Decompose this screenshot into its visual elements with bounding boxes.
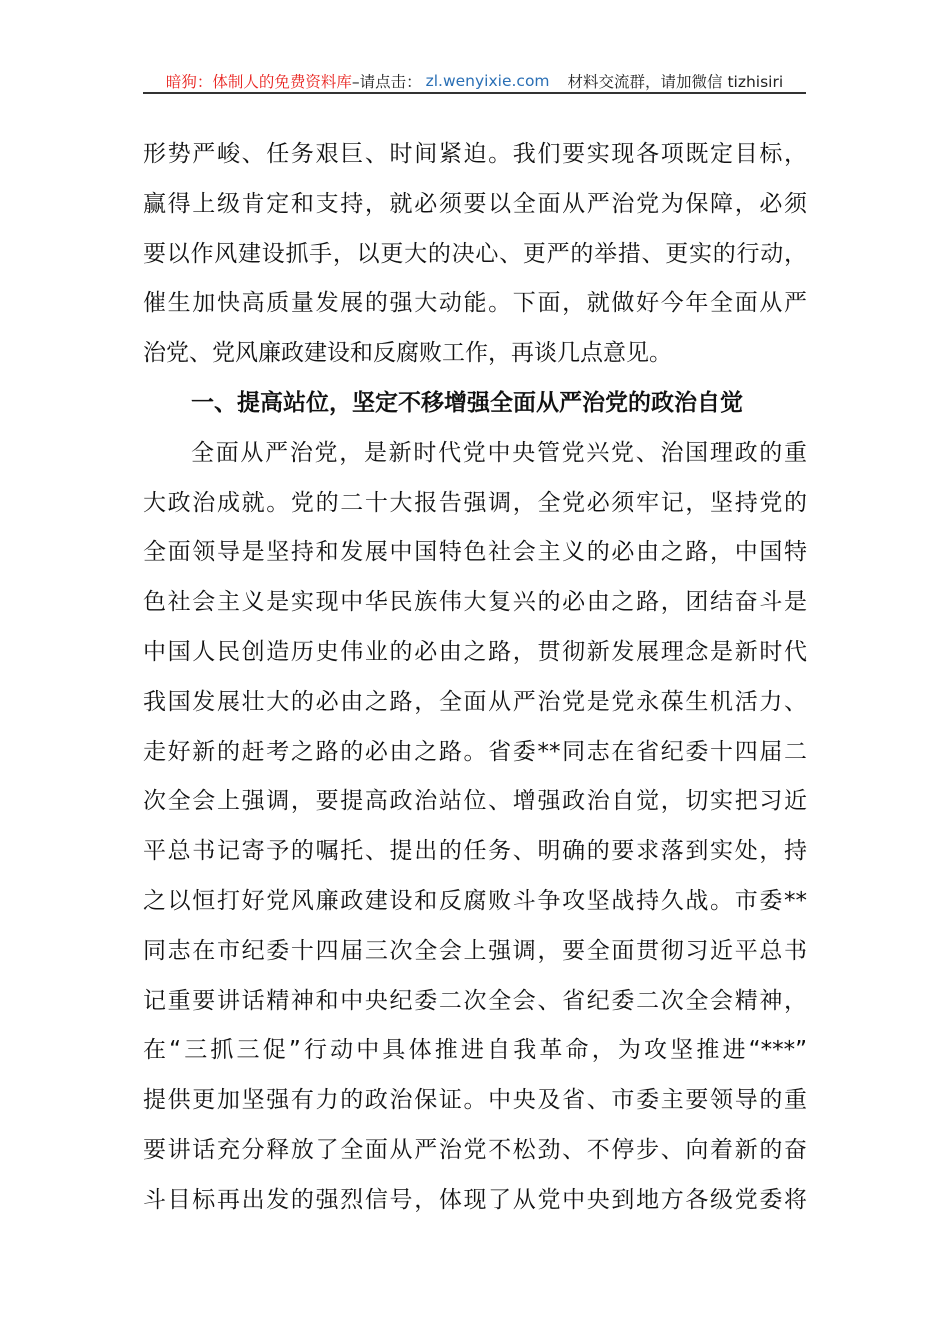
header-prompt: –请点击： [351,73,422,91]
text-line: 全面从严治党，是新时代党中央管党兴党、治国理政的重 [191,439,807,466]
text-line: 次全会上强调，要提高政治站位、增强政治自觉，切实把习近 [143,788,807,815]
header-contact: 材料交流群，请加微信 tizhisiri [567,73,784,91]
text-line: 之以恒打好党风廉政建设和反腐败斗争攻坚战持久战。市委** [143,887,807,914]
text-line: 斗目标再出发的强烈信号，体现了从党中央到地方各级党委将 [143,1186,807,1213]
text-line: 赢得上级肯定和支持，就必须要以全面从严治党为保障，必须 [143,190,807,217]
text-line: 记重要讲话精神和中央纪委二次全会、省纪委二次全会精神， [143,987,807,1014]
text-line: 走好新的赶考之路的必由之路。省委**同志在省纪委十四届二 [143,738,807,765]
text-line: 色社会主义是实现中华民族伟大复兴的必由之路，团结奋斗是 [143,589,807,616]
text-line: 全面领导是坚持和发展中国特色社会主义的必由之路，中国特 [143,539,807,566]
text-line: 要以作风建设抓手，以更大的决心、更严的举措、更实的行动， [143,240,807,267]
text-line: 治党、党风廉政建设和反腐败工作，再谈几点意见。 [143,340,672,367]
section-heading: 一、提高站位，坚定不移增强全面从严治党的政治自觉 [191,389,743,416]
text-line: 中国人民创造历史伟业的必由之路，贯彻新发展理念是新时代 [143,638,807,665]
header-link[interactable]: zl.wenyixie.com [425,72,550,90]
text-line: 同志在市纪委十四届三次全会上强调，要全面贯彻习近平总书 [143,937,807,964]
text-line: 我国发展壮大的必由之路，全面从严治党是党永葆生机活力、 [143,688,807,715]
text-line: 提供更加坚强有力的政治保证。中央及省、市委主要领导的重 [143,1087,807,1114]
header-divider [143,92,806,94]
page-header [143,68,806,94]
document-body [143,130,807,1226]
text-line: 形势严峻、任务艰巨、时间紧迫。我们要实现各项既定目标， [143,141,807,167]
text-line: 平总书记寄予的嘱托、提出的任务、明确的要求落到实处，持 [143,838,807,865]
text-line: 要讲话充分释放了全面从严治党不松劲、不停步、向着新的奋 [143,1136,807,1163]
text-line: 催生加快高质量发展的强大动能。下面，就做好今年全面从严 [143,290,807,317]
header-brand: 暗狗：体制人的免费资料库 [165,73,352,91]
text-line: 在“三抓三促”行动中具体推进自我革命，为攻坚推进“***” [143,1037,807,1064]
text-line: 大政治成就。党的二十大报告强调，全党必须牢记，坚持党的 [143,489,807,516]
